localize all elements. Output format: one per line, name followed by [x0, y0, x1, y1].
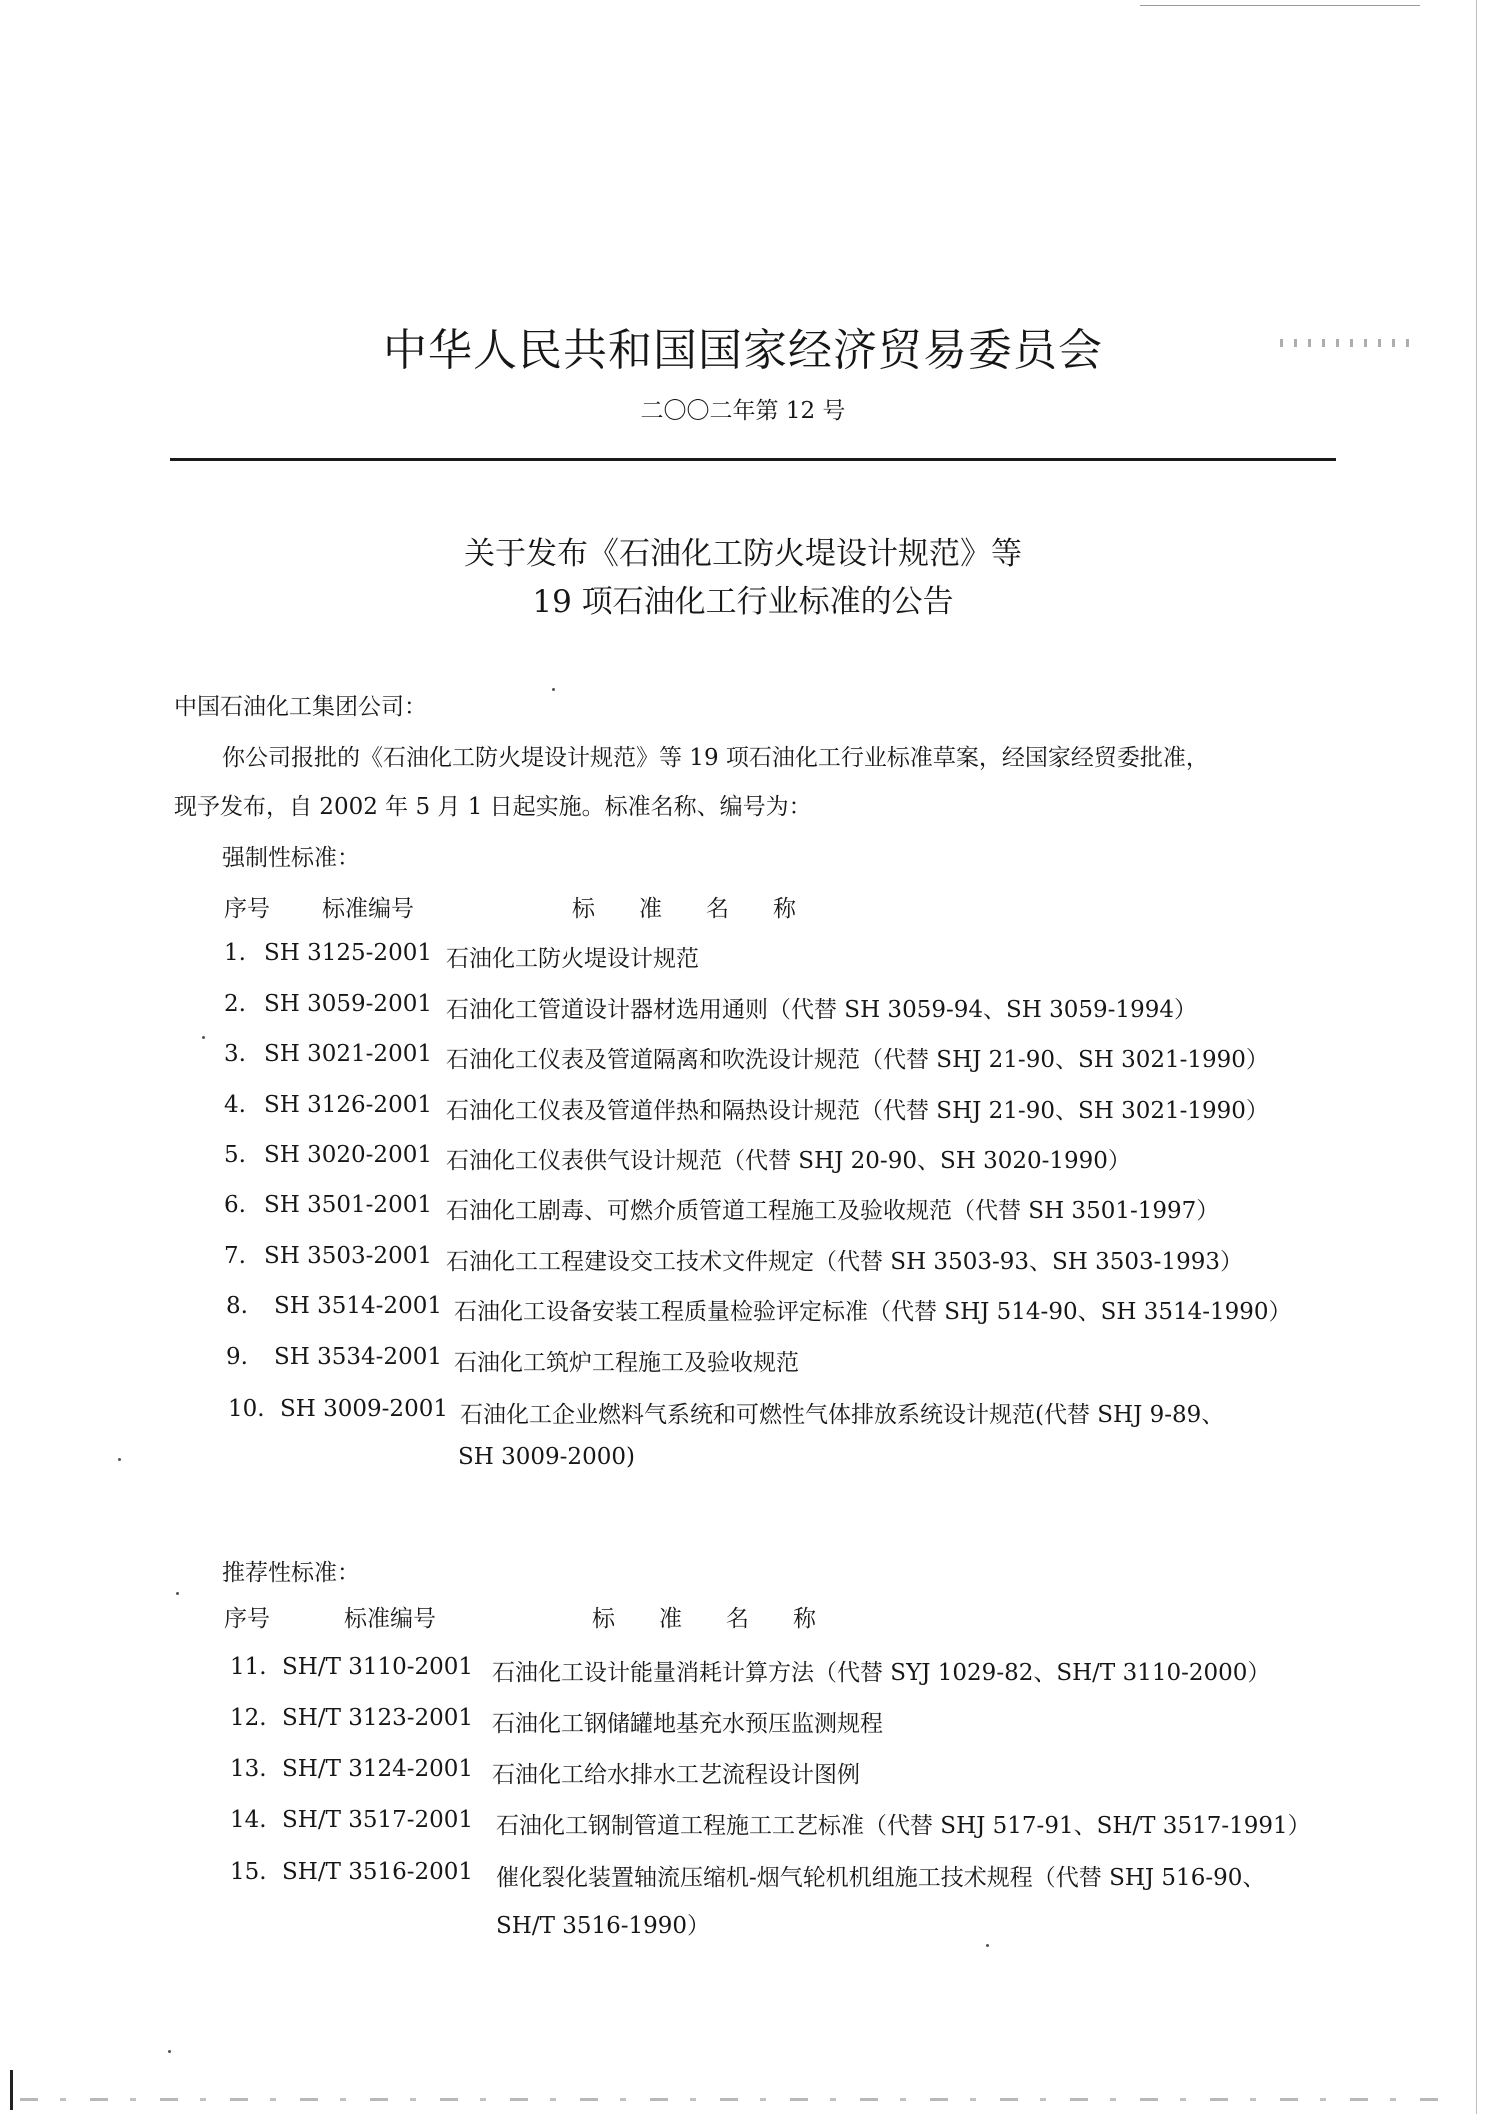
scan-speck [168, 2050, 171, 2053]
standard-name: 石油化工防火堤设计规范 [446, 946, 699, 972]
scan-speck [176, 1592, 179, 1595]
scan-speck [552, 688, 555, 691]
standard-no: 15. [230, 1859, 267, 1885]
issuer-heading: 中华人民共和国国家经济贸易委员会 [383, 325, 1103, 376]
standard-code: SH/T 3516-2001 [282, 1859, 474, 1885]
scan-speck [118, 1458, 121, 1461]
standard-no: 5. [224, 1142, 246, 1168]
standard-no: 10. [228, 1396, 265, 1422]
standard-no: 3. [224, 1041, 246, 1067]
standard-name: 石油化工钢制管道工程施工工艺标准（代替 SHJ 517-91、SH/T 3517-1991） [496, 1813, 1311, 1839]
standard-no: 11. [230, 1654, 267, 1680]
standard-name-continuation: SH 3009-2000) [458, 1444, 635, 1470]
standard-no: 2. [224, 991, 246, 1017]
standard-no: 1. [224, 940, 246, 966]
recommended-section-label: 推荐性标准： [222, 1560, 360, 1586]
standard-code: SH/T 3110-2001 [282, 1654, 474, 1680]
standard-name: 石油化工工程建设交工技术文件规定（代替 SH 3503-93、SH 3503-1993） [446, 1249, 1243, 1275]
standard-code: SH 3501-2001 [264, 1192, 432, 1218]
issue-number: 二〇〇二年第 12 号 [640, 398, 846, 424]
standard-no: 4. [224, 1092, 246, 1118]
standard-code: SH/T 3123-2001 [282, 1705, 474, 1731]
scan-speck [986, 1944, 989, 1947]
standard-code: SH 3059-2001 [264, 991, 432, 1017]
standard-no: 6. [224, 1192, 246, 1218]
standard-name: 石油化工钢储罐地基充水预压监测规程 [492, 1711, 883, 1737]
standard-name: 石油化工给水排水工艺流程设计图例 [492, 1762, 860, 1788]
standard-code: SH 3514-2001 [274, 1293, 442, 1319]
standard-name: 催化裂化装置轴流压缩机-烟气轮机机组施工技术规程（代替 SHJ 516-90、 [496, 1865, 1266, 1891]
scan-edge-line [1140, 5, 1420, 6]
standard-name: 石油化工仪表供气设计规范（代替 SHJ 20-90、SH 3020-1990） [446, 1148, 1131, 1174]
standard-code: SH 3125-2001 [264, 940, 432, 966]
standard-name: 石油化工设备安装工程质量检验评定标准（代替 SHJ 514-90、SH 3514-1990） [454, 1299, 1292, 1325]
standard-code: SH 3534-2001 [274, 1344, 442, 1370]
salutation: 中国石油化工集团公司： [174, 694, 427, 720]
standard-no: 13. [230, 1756, 267, 1782]
body-paragraph-line-2: 现予发布，自 2002 年 5 月 1 日起实施。标准名称、编号为： [174, 794, 812, 820]
standard-no: 9. [226, 1344, 248, 1370]
standard-name: 石油化工剧毒、可燃介质管道工程施工及验收规范（代替 SH 3501-1997） [446, 1198, 1220, 1224]
scan-speck [202, 1036, 205, 1039]
standard-code: SH/T 3517-2001 [282, 1807, 474, 1833]
standard-no: 7. [224, 1243, 246, 1269]
standard-name: 石油化工企业燃料气系统和可燃性气体排放系统设计规范(代替 SHJ 9-89、 [460, 1402, 1225, 1428]
scan-edge-mark [10, 2070, 13, 2110]
column-header-name: 标准名称 [592, 1606, 860, 1632]
standard-code: SH 3126-2001 [264, 1092, 432, 1118]
column-header-code: 标准编号 [344, 1606, 436, 1632]
standard-code: SH/T 3124-2001 [282, 1756, 474, 1782]
column-header-code: 标准编号 [322, 896, 414, 922]
standard-no: 8. [226, 1293, 248, 1319]
announcement-title-line-2: 19 项石油化工行业标准的公告 [532, 584, 954, 620]
mandatory-section-label: 强制性标准： [222, 845, 360, 871]
scan-artifact [20, 2098, 1460, 2101]
standard-name: 石油化工筑炉工程施工及验收规范 [454, 1350, 799, 1376]
standard-name: 石油化工仪表及管道隔离和吹洗设计规范（代替 SHJ 21-90、SH 3021-1990） [446, 1047, 1269, 1073]
standard-name: 石油化工管道设计器材选用通则（代替 SH 3059-94、SH 3059-1994） [446, 997, 1197, 1023]
standard-code: SH 3503-2001 [264, 1243, 432, 1269]
standard-no: 14. [230, 1807, 267, 1833]
body-paragraph-line-1: 你公司报批的《石油化工防火堤设计规范》等 19 项石油化工行业标准草案，经国家经贸委批准， [222, 745, 1209, 771]
standard-code: SH 3021-2001 [264, 1041, 432, 1067]
standard-name: 石油化工设计能量消耗计算方法（代替 SYJ 1029-82、SH/T 3110-2000） [492, 1660, 1271, 1686]
announcement-title-line-1: 关于发布《石油化工防火堤设计规范》等 [464, 536, 1022, 572]
standard-no: 12. [230, 1705, 267, 1731]
column-header-no: 序号 [224, 896, 270, 922]
standard-name-continuation: SH/T 3516-1990） [496, 1913, 711, 1939]
column-header-name: 标准名称 [572, 896, 840, 922]
standard-code: SH 3020-2001 [264, 1142, 432, 1168]
standard-code: SH 3009-2001 [280, 1396, 448, 1422]
column-header-no: 序号 [224, 1606, 270, 1632]
header-divider [170, 458, 1336, 461]
standard-name: 石油化工仪表及管道伴热和隔热设计规范（代替 SHJ 21-90、SH 3021-1990） [446, 1098, 1269, 1124]
